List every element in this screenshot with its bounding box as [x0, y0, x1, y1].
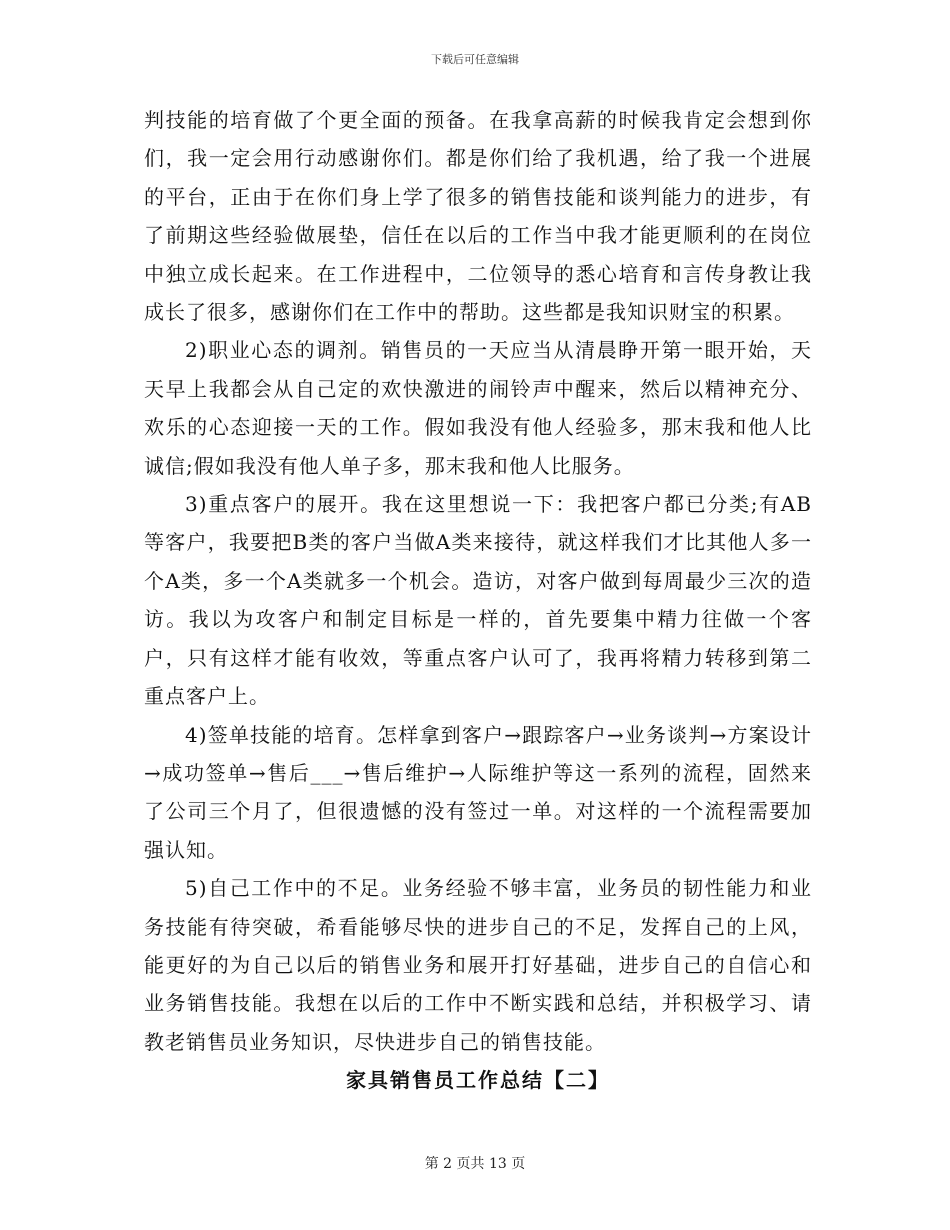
paragraph-key-clients: 3)重点客户的展开。我在这里想说一下：我把客户都已分类;有AB等客户，我要把B类的客户当做A类来接待，就这样我们才比其他人多一个A类，多一个A类就多一个机会。造访，对客户做到每周最少三次的造访。我以为攻客户和制定目标是一样的，首先要集中精力往做一个客户，只有这样才能有收效，等重点客户认可了，我再将精力转移到第二重点客户上。	[144, 492, 812, 709]
page-header-note: 下载后可任意编辑	[431, 53, 519, 66]
section-title: 家具销售员工作总结【二】	[346, 1068, 610, 1093]
paragraph-signing-skills: 4)签单技能的培育。怎样拿到客户→跟踪客户→业务谈判→方案设计→成功签单→售后___→售后维护→人际维护等这一系列的流程，固然来了公司三个月了，但很遗憾的没有签过一单。对这样的一个流程需要加强认知。	[144, 722, 812, 862]
paragraph-career-mindset: 2)职业心态的调剂。销售员的一天应当从清晨睁开第一眼开始，天天早上我都会从自己定的欢快激进的闹铃声中醒来，然后以精神充分、欢乐的心态迎接一天的工作。假如我没有他人经验多，那末我和他人比诚信;假如我没有他人单子多，那末我和他人比服务。	[144, 338, 812, 478]
page-number: 第 2 页共 13 页	[424, 1156, 526, 1172]
paragraph-shortcomings: 5)自己工作中的不足。业务经验不够丰富，业务员的韧性能力和业务技能有待突破，希看能够尽快的进步自己的不足，发挥自己的上风，能更好的为自己以后的销售业务和展开打好基础，进步自己的自信心和业务销售技能。我想在以后的工作中不断实践和总结，并积极学习、请教老销售员业务知识，尽快进步自己的销售技能。	[144, 876, 812, 1054]
paragraph-continued: 判技能的培育做了个更全面的预备。在我拿高薪的时候我肯定会想到你们，我一定会用行动感谢你们。都是你们给了我机遇，给了我一个进展的平台，正由于在你们身上学了很多的销售技能和谈判能力的进步，有了前期这些经验做展垫，信任在以后的工作当中我才能更顺利的在岗位中独立成长起来。在工作进程中，二位领导的悉心培育和言传身教让我成长了很多，感谢你们在工作中的帮助。这些都是我知识财宝的积累。	[144, 108, 812, 325]
document-body	[144, 101, 812, 1100]
